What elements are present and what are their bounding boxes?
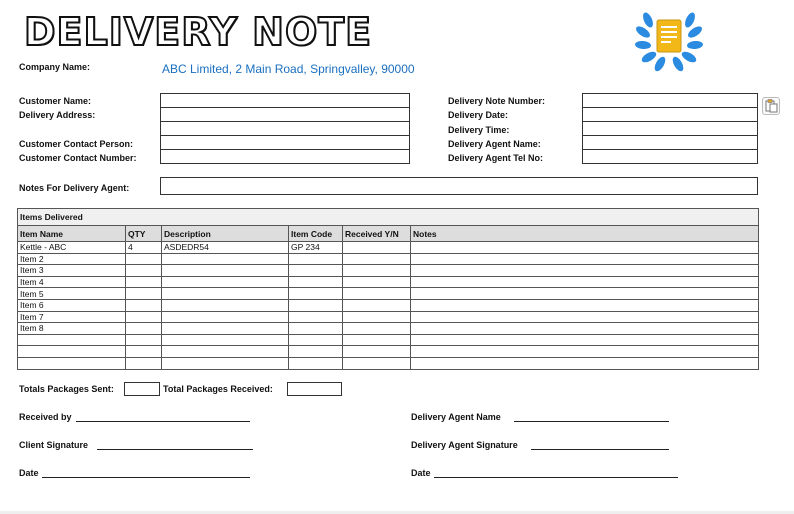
table-cell[interactable]: [126, 323, 162, 335]
table-cell[interactable]: [162, 288, 289, 300]
table-cell[interactable]: [18, 334, 126, 346]
delivery-date-field[interactable]: [582, 107, 758, 122]
table-row: [18, 288, 759, 300]
table-row: [18, 311, 759, 323]
delivery-date-label: Delivery Date:: [448, 110, 509, 120]
table-cell[interactable]: [343, 334, 411, 346]
table-row: [18, 253, 759, 265]
table-cell[interactable]: [411, 253, 759, 265]
date-right-label: Date: [411, 468, 431, 478]
table-cell[interactable]: [343, 253, 411, 265]
table-cell[interactable]: [162, 311, 289, 323]
agent-name-sign-label: Delivery Agent Name: [411, 412, 501, 422]
agent-signature-line[interactable]: [531, 449, 669, 450]
table-row: [18, 299, 759, 311]
table-cell[interactable]: [162, 276, 289, 288]
table-cell[interactable]: Item 7: [18, 311, 126, 323]
received-by-label: Received by: [19, 412, 72, 422]
page-title: DELIVERY NOTE: [24, 10, 373, 54]
agent-tel-field[interactable]: [582, 149, 758, 164]
table-cell[interactable]: [126, 253, 162, 265]
delivery-address-field-2[interactable]: [160, 121, 410, 136]
table-cell[interactable]: [289, 276, 343, 288]
table-cell[interactable]: [126, 288, 162, 300]
notes-agent-label: Notes For Delivery Agent:: [19, 183, 130, 193]
laurel-document-icon: [634, 4, 704, 72]
agent-signature-label: Delivery Agent Signature: [411, 440, 518, 450]
items-table: [17, 208, 759, 370]
table-cell[interactable]: [343, 288, 411, 300]
contact-number-field[interactable]: [160, 149, 410, 164]
table-cell[interactable]: [289, 357, 343, 369]
table-cell[interactable]: [162, 357, 289, 369]
column-header: Item Code: [289, 226, 343, 242]
delivery-address-label: Delivery Address:: [19, 110, 96, 120]
column-header: QTY: [126, 226, 162, 242]
totals-sent-label: Totals Packages Sent:: [19, 384, 114, 394]
table-cell[interactable]: [343, 242, 411, 254]
table-cell[interactable]: [343, 346, 411, 358]
table-cell[interactable]: Item 8: [18, 323, 126, 335]
items-header-row: [18, 226, 759, 242]
company-name-value: ABC Limited, 2 Main Road, Springvalley, 90000: [162, 62, 415, 76]
table-cell[interactable]: [289, 334, 343, 346]
notes-agent-field[interactable]: [160, 177, 758, 195]
table-cell[interactable]: [343, 299, 411, 311]
table-cell[interactable]: Item 5: [18, 288, 126, 300]
table-cell[interactable]: [126, 346, 162, 358]
table-cell[interactable]: [411, 299, 759, 311]
table-cell[interactable]: [162, 265, 289, 277]
table-cell[interactable]: [343, 357, 411, 369]
agent-name-sign-line[interactable]: [514, 421, 669, 422]
client-signature-label: Client Signature: [19, 440, 89, 450]
agent-name-label: Delivery Agent Name:: [448, 139, 541, 149]
table-cell[interactable]: [162, 253, 289, 265]
table-cell[interactable]: [18, 346, 126, 358]
items-section-row: [18, 209, 759, 226]
table-cell[interactable]: [411, 242, 759, 254]
table-cell[interactable]: [289, 253, 343, 265]
table-cell[interactable]: [411, 346, 759, 358]
table-cell[interactable]: [126, 276, 162, 288]
table-row: [18, 323, 759, 335]
table-cell[interactable]: [289, 265, 343, 277]
table-cell[interactable]: [411, 311, 759, 323]
table-cell[interactable]: GP 234: [289, 242, 343, 254]
table-row: [18, 276, 759, 288]
table-cell[interactable]: [343, 276, 411, 288]
table-row: [18, 265, 759, 277]
note-number-label: Delivery Note Number:: [448, 96, 546, 106]
totals-received-field[interactable]: [287, 382, 342, 396]
column-header: Notes: [411, 226, 759, 242]
column-header: Description: [162, 226, 289, 242]
table-cell[interactable]: [343, 323, 411, 335]
table-cell[interactable]: 4: [126, 242, 162, 254]
delivery-address-field-1[interactable]: [160, 107, 410, 122]
agent-tel-label: Delivery Agent Tel No:: [448, 153, 544, 163]
date-left-line[interactable]: [42, 477, 250, 478]
contact-person-field[interactable]: [160, 135, 410, 150]
table-cell[interactable]: [126, 299, 162, 311]
client-signature-line[interactable]: [97, 449, 253, 450]
table-cell[interactable]: Kettle - ABC: [18, 242, 126, 254]
table-cell[interactable]: Item 2: [18, 253, 126, 265]
table-cell[interactable]: [411, 323, 759, 335]
table-cell[interactable]: [126, 334, 162, 346]
agent-name-field[interactable]: [582, 135, 758, 150]
column-header: Received Y/N: [343, 226, 411, 242]
totals-received-label: Total Packages Received:: [163, 384, 273, 394]
table-cell[interactable]: [411, 276, 759, 288]
column-header: Item Name: [18, 226, 126, 242]
table-cell[interactable]: [289, 346, 343, 358]
customer-name-label: Customer Name:: [19, 96, 92, 106]
clipboard-icon[interactable]: [762, 97, 780, 115]
table-cell[interactable]: [343, 311, 411, 323]
contact-person-label: Customer Contact Person:: [19, 139, 134, 149]
table-cell[interactable]: [162, 299, 289, 311]
delivery-time-label: Delivery Time:: [448, 125, 510, 135]
table-row: [18, 242, 759, 254]
table-row: [18, 357, 759, 369]
customer-name-field[interactable]: [160, 93, 410, 108]
totals-sent-field[interactable]: [124, 382, 160, 396]
table-cell[interactable]: [126, 357, 162, 369]
table-cell[interactable]: Item 4: [18, 276, 126, 288]
table-row: [18, 334, 759, 346]
table-cell[interactable]: [343, 265, 411, 277]
table-cell[interactable]: Item 6: [18, 299, 126, 311]
table-cell[interactable]: [289, 323, 343, 335]
contact-number-label: Customer Contact Number:: [19, 153, 137, 163]
table-cell[interactable]: [162, 323, 289, 335]
table-cell[interactable]: [289, 288, 343, 300]
table-cell[interactable]: [126, 311, 162, 323]
table-cell[interactable]: [162, 334, 289, 346]
table-cell[interactable]: [411, 357, 759, 369]
delivery-time-field[interactable]: [582, 121, 758, 136]
received-by-line[interactable]: [76, 421, 250, 422]
items-section-title: Items Delivered: [18, 209, 759, 226]
company-name-label: Company Name:: [19, 62, 91, 72]
table-row: [18, 346, 759, 358]
table-cell[interactable]: [162, 346, 289, 358]
table-cell[interactable]: [18, 357, 126, 369]
table-cell[interactable]: [411, 288, 759, 300]
table-cell[interactable]: Item 3: [18, 265, 126, 277]
table-cell[interactable]: ASDEDR54: [162, 242, 289, 254]
table-cell[interactable]: [411, 265, 759, 277]
table-cell[interactable]: [411, 334, 759, 346]
table-cell[interactable]: [126, 265, 162, 277]
table-cell[interactable]: [289, 311, 343, 323]
date-right-line[interactable]: [434, 477, 678, 478]
note-number-field[interactable]: [582, 93, 758, 108]
date-left-label: Date: [19, 468, 39, 478]
table-cell[interactable]: [289, 299, 343, 311]
